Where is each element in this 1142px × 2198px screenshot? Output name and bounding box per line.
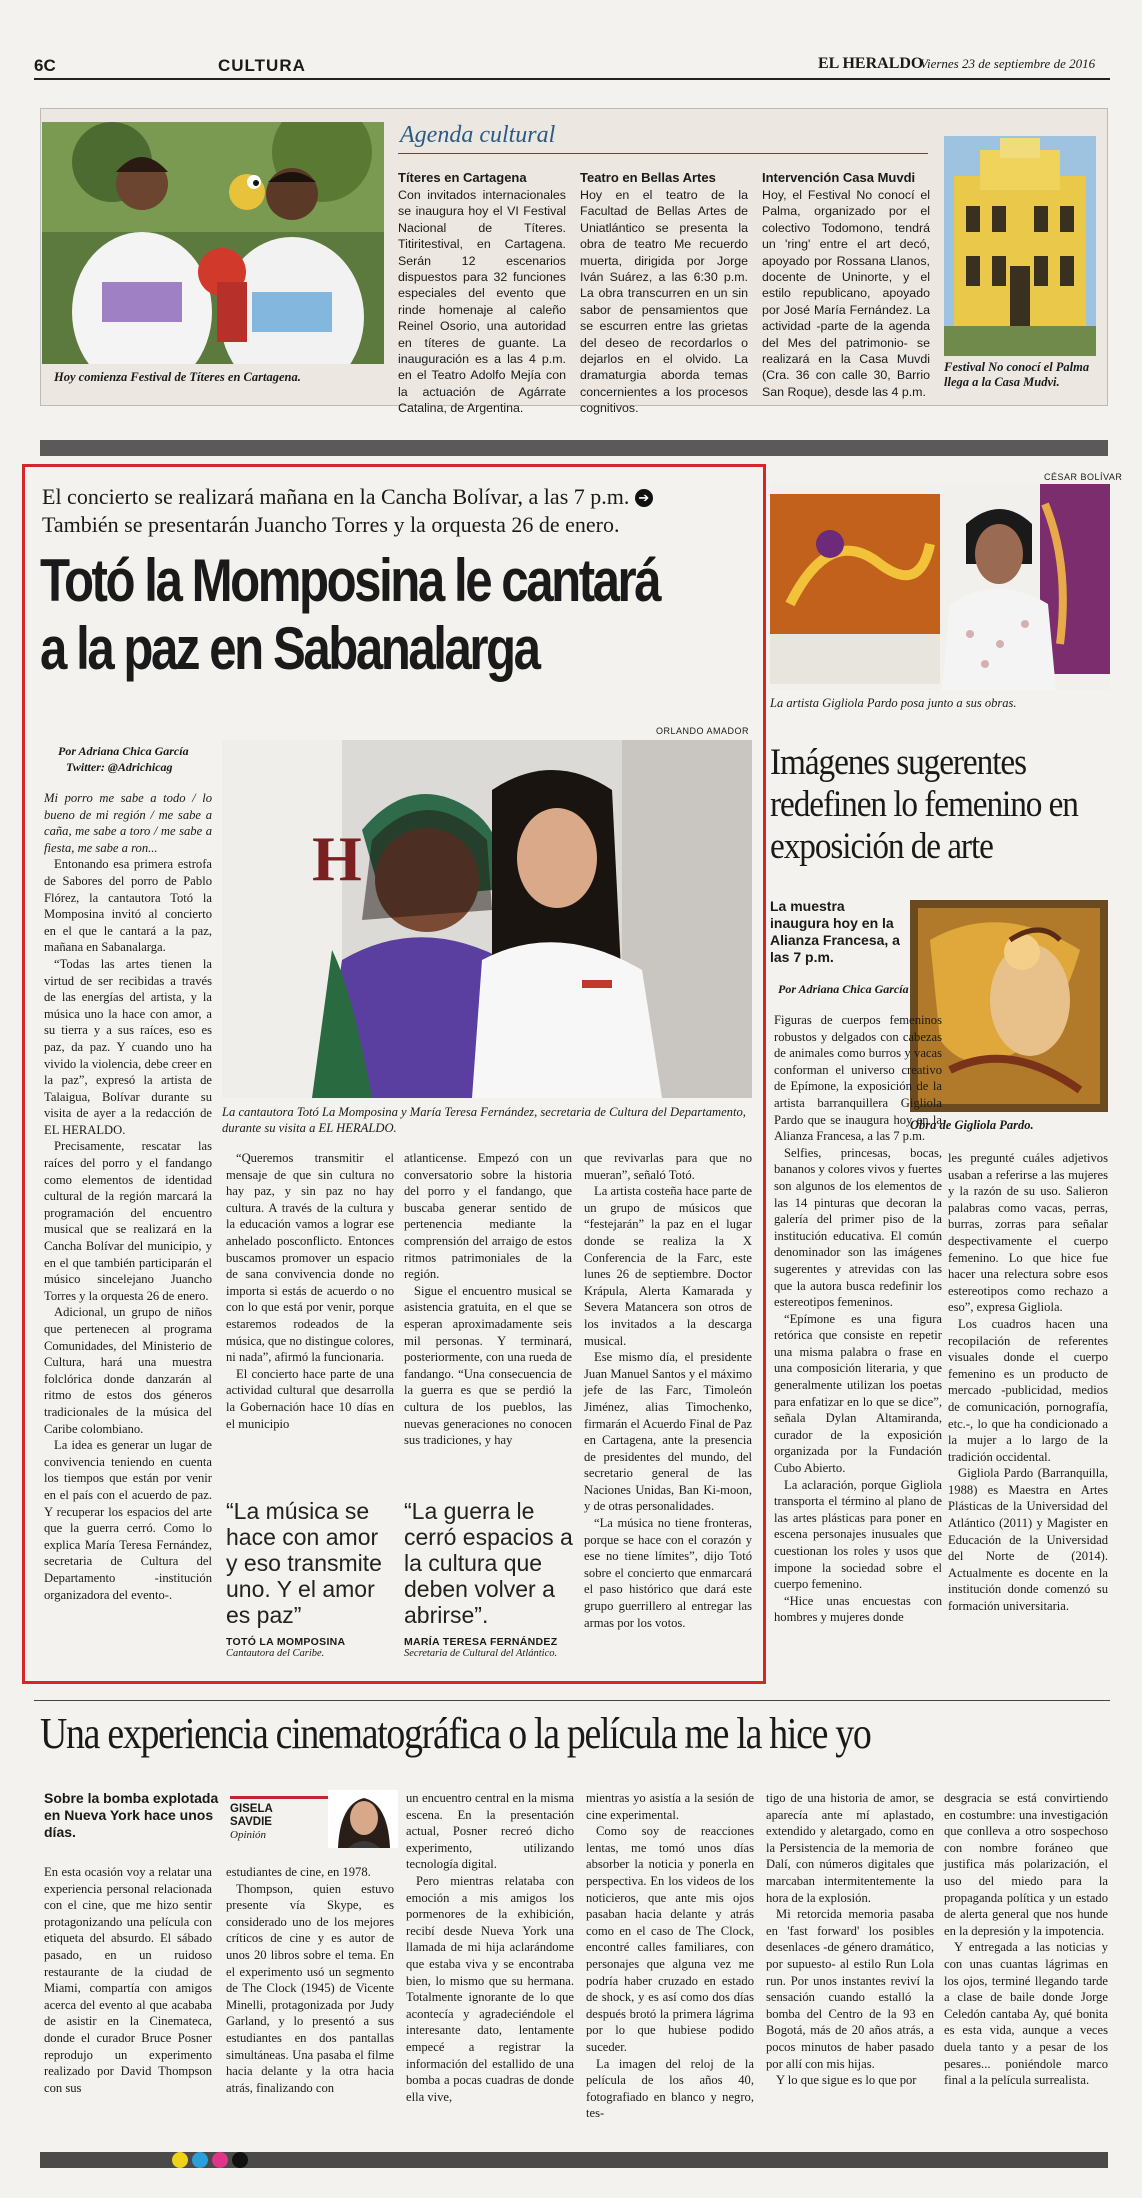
agenda-col-3 bbox=[762, 170, 930, 400]
opinion-paragraph: La imagen del reloj de la película de los años 40, fotografiado en blanco y negro, tes- bbox=[586, 2056, 754, 2121]
toto-paragraph: atlanticense. Empezó con un conversatorio sobre la historia del porro y el fandango, que buscaba generar sentido de pertenencia mediante la comprensión del arraigo de estos ritmos patrimoniales de la región. bbox=[404, 1151, 572, 1282]
exhibit-photo-credit: CÉSAR BOLÍVAR bbox=[1044, 472, 1123, 482]
toto-col-3 bbox=[404, 1150, 572, 1449]
agenda-col-2 bbox=[580, 170, 748, 417]
opinion-headline: Una experiencia cinematográfica o la película me la hice yo bbox=[40, 1709, 871, 1758]
opinion-col-3 bbox=[406, 1790, 574, 2105]
exhibit-paragraph: La aclaración, porque Gigliola transporta el término al plano de las artes plásticas para poner en escena personajes inusuales que cuestionan los roles y usos que impone la sociedad sobre el cuerpo femenino. bbox=[774, 1477, 942, 1592]
toto-lead-verse: Mi porro me sabe a todo / lo bueno de mi región / me sabe a caña, me sabe a toro / me sabe a fiesta, me sabe a ron... bbox=[44, 791, 212, 855]
exhibit-paragraph: Gigliola Pardo (Barranquilla, 1988) es Maestra en Artes Plásticas de la Universidad del Atlántico (2011) y Magister en Educación de la Universidad del Norte de (2014). Actualmente es docente en la institución donde comenzó su formación universitaria. bbox=[948, 1466, 1108, 1614]
pull-quote-2-name: MARÍA TERESA FERNÁNDEZ bbox=[404, 1636, 558, 1648]
pull-quote-1-role: Cantautora del Caribe. bbox=[226, 1648, 325, 1659]
toto-headline-1: Totó la Momposina le cantará bbox=[40, 547, 660, 614]
opinion-paragraph: Thompson, quien estuvo presente vía Skype, es considerado uno de los mejores críticos de cine y es autor de unos 20 libros sobre el tema. En el experimento usó un segmento de The Clock (1945) de Vicente Minelli, protagonizada por Judy Garland, y lo presentó a sus estudiantes en dos pantallas simultáneas. Una pasaba el filme hacia delante y la otra hacia atrás, finalizando con bbox=[226, 1881, 394, 2095]
toto-paragraph: “Todas las artes tienen la virtud de ser recibidas a través de las energías del artista, y la música uno la hace con amor, a su tierra y a sus raíces, eso es paz, da paz. Y cuando uno ha vivido la violencia, debe creer en la paz”, expresó la artista de Talaigua, Bolívar durante su visita de ayer a la redacción de EL HERALDO. bbox=[44, 956, 212, 1137]
casa-muvdi-photo bbox=[944, 136, 1096, 356]
pull-quote-1 bbox=[226, 1498, 396, 1659]
divider-band-top bbox=[40, 440, 1108, 456]
exhibit-paragraph: Los cuadros hacen una recopilación de referentes visuales donde el cuerpo femenino es un producto de mercado -publicidad, medios de comunicación, pornografía, etc.-, lo que ha condicionado a la mujer a lo largo de la tradición occidental. bbox=[948, 1316, 1108, 1464]
author-name: GISELA SAVDIE bbox=[230, 1803, 273, 1828]
opinion-paragraph: tigo de una historia de amor, se aparecía ante mí aplastado, extendido y aletargado, como en la Persistencia de la memoria de Dalí, con números digitales que marcaban intermitentemente la hora de la explosión. bbox=[766, 1791, 934, 1905]
opinion-paragraph: un encuentro central en la misma escena. En la presentación actual, Posner recreó dicho experimento, utilizando tecnología digital. bbox=[406, 1791, 574, 1872]
agenda-col-1-head: Títeres en Cartagena bbox=[398, 170, 527, 185]
exhibit-col-1 bbox=[774, 1012, 942, 1626]
opinion-col-6 bbox=[944, 1790, 1108, 2089]
pull-quote-2-role: Secretaria de Cultural del Atlántico. bbox=[404, 1648, 558, 1659]
opinion-paragraph: Como soy de reacciones lentas, me tomó unos días absorber la noticia y ponerla en perspectiva. En los videos de los noticieros, que ante mis ojos pasaban hacia delante y atrás como en el caso de The Clock, encontré calles familiares, con personajes que alguna vez me podría haber cruzado en estado de shock, y es así como dos días después brotó la primera lágrima por lo que hubiese podido suceder. bbox=[586, 1824, 754, 2054]
toto-col-1 bbox=[44, 790, 212, 1603]
author-avatar bbox=[328, 1790, 398, 1848]
opinion-paragraph: Mi retorcida memoria pasaba en 'fast forward' los posibles desenlaces -de género dramático, por supuesto- al estilo Run Lola run. Por unos instantes reviví la sensación cuando estalló la bomba del Centro de la 93 en Bogotá, más de 20 años atrás, a pocos minutos de haber pasado por allí con mis hijas. bbox=[766, 1907, 934, 2071]
section-label: CULTURA bbox=[218, 56, 306, 75]
issue-date: Viernes 23 de septiembre de 2016 bbox=[920, 56, 1096, 71]
toto-twitter: Twitter: @Adrichicag bbox=[66, 760, 173, 774]
exhibit-byline: Por Adriana Chica García bbox=[778, 982, 909, 996]
toto-paragraph: Precisamente, rescatar las raíces del porro y el fandango como elementos de identidad cultural de la región marcará la programación del encuentro musical que se realizará en la Cancha Bolívar del municipio, y en el que también participarán el músico sincelejano Juancho Torres y la orquesta 26 de enero. bbox=[44, 1139, 212, 1303]
pull-quote-1-text: “La música se hace con amor y eso transmite uno. Y el amor es paz” bbox=[226, 1498, 382, 1628]
opinion-paragraph: Y entregada a las noticias y con unas cuantas lágrimas en los ojos, terminé llegando tarde a clase de baile donde Jorge Celedón cantaba Ay, qué bonita es esta vida, aunque a veces duela tanto y a pesar de los pesares... poniéndole marco final a la película surrealista. bbox=[944, 1940, 1108, 2088]
exhibit-paragraph: “Hice unas encuestas con hombres y mujeres donde bbox=[774, 1593, 942, 1625]
toto-paragraph: Entonando esa primera estrofa de Sabores del porro de Pablo Flórez, la cantautora Totó la Momposina invitó al concierto en el que le cantará a la paz, mañana en Sabanalarga. bbox=[44, 857, 212, 955]
toto-paragraph: La idea es generar un lugar de convivencia teniendo en cuenta los tiempos que están por venir en el país con el acuerdo de paz. Y recuperar los espacios del arte que la guerra cerró. Como lo explica María Teresa Fernández, secretaria de Cultura del Departamento -institución organizadora del evento-. bbox=[44, 1438, 212, 1602]
toto-photo-credit: ORLANDO AMADOR bbox=[656, 726, 750, 736]
exhibit-paragraph: Selfies, princesas, bocas, bananos y colores vivos y fuertes son algunos de los elementos de las 14 pinturas que decoran la galería del primer piso de la institución educativa. El común denominador son las imágenes sugerentes y atrevidas con las que la autora busca redefinir los estereotipos femeninos. bbox=[774, 1145, 942, 1310]
exhibit-kicker: La muestra inaugura hoy en la Alianza Francesa, a las 7 p.m. bbox=[770, 898, 900, 965]
toto-byline: Por Adriana Chica García bbox=[58, 744, 189, 758]
toto-paragraph: “La música no tiene fronteras, porque se hace con el corazón y ese no tiene límites”, dijo Totó sobre el concierto que enmarcará el paso histórico que dará este grupo guerrillero al entregar las armas por los votos. bbox=[584, 1516, 752, 1630]
toto-paragraph: El concierto hace parte de una actividad cultural que desarrolla la Gobernación hace 10 días en el municipio bbox=[226, 1366, 394, 1431]
artwork-caption: Obra de Gigliola Pardo. bbox=[910, 1118, 1034, 1132]
toto-photo-caption: La cantautora Totó La Momposina y María Teresa Fernández, secretaria de Cultura del Departamento, durante su visita a EL HERALDO. bbox=[222, 1105, 746, 1135]
puppet-festival-photo bbox=[42, 122, 384, 364]
author-box bbox=[230, 1790, 400, 1848]
puppet-photo-caption: Hoy comienza Festival de Títeres en Cartagena. bbox=[54, 370, 301, 384]
agenda-col-2-body: Hoy en el teatro de la Facultad de Bellas Artes de Uniatlántico se presenta la obra de teatro Me recuerdo muerta, dirigida por Jorge Iván Suárez, a las 6:30 p.m. La obra transcurren en un sin sabor de pensamientos que se escurren entre las grietas del deseo de recordarlos o dejarlos en el olvido. La dramaturgia aborda temas concernientes a los procesos cognitivos. bbox=[580, 188, 748, 416]
pull-quote-1-name: TOTÓ LA MOMPOSINA bbox=[226, 1636, 346, 1648]
author-role: Opinión bbox=[230, 1829, 267, 1841]
svg-text:H: H bbox=[312, 823, 362, 894]
opinion-top-rule bbox=[34, 1700, 1110, 1701]
agenda-col-2-head: Teatro en Bellas Artes bbox=[580, 170, 716, 185]
agenda-col-3-body: Hoy, el Festival No conocí el Palma, organizado por el colectivo Todomono, tendrá un 'ring' entre el art decó, apoyado por Rossana Llanos, docente de Uninorte, y el estilo republicano, apoyado por José María Fernández. La actividad -parte de la agenda del Mes del patrimonio- se realizará en la Casa Muvdi (Cra. 36 con calle 30, Barrio San Roque), desde las 4 p.m. bbox=[762, 188, 930, 399]
toto-photo bbox=[222, 740, 752, 1098]
paper-name: EL HERALDO bbox=[818, 55, 924, 72]
agenda-col-1-body: Con invitados internacionales se inaugura hoy el VI Festival Nacional de Títeres. Titiritestival, en Cartagena. Serán 12 escenarios dispuestos para 32 funciones especiales del evento que rinde homenaje al caleño Reinel Osorio, una autoridad en títeres de guante. La inauguración es a las 4 p.m. en el Teatro Adolfo Mejía con la actuación de Agárrate Catalina, de Argentina. bbox=[398, 188, 566, 416]
exhibit-headline: Imágenes sugerentes redefinen lo femenino en exposición de arte bbox=[770, 742, 1078, 867]
toto-paragraph: Adicional, un grupo de niños que pertenecen al programa Comunidades, del Ministerio de Cultura, hará una muestra folclórica donde danzarán al ritmo de estos dos géneros tradicionales de la música del Caribe colombiano. bbox=[44, 1305, 212, 1436]
opinion-col-4 bbox=[586, 1790, 754, 2122]
author-name-tab bbox=[230, 1796, 330, 1841]
gigliola-photo bbox=[770, 484, 1110, 690]
toto-paragraph: La artista costeña hace parte de un grupo de músicos que “festejarán” la paz en el lugar donde se realiza la X Conferencia de la Farc, este lunes 26 de septiembre. Doctor Krápula, Alerta Kamarada y Severa Matancera son otros de los invitados a la descarga musical. bbox=[584, 1184, 752, 1348]
toto-paragraph: que revivarlas para que no mueran”, señaló Totó. bbox=[584, 1151, 752, 1182]
gigliola-photo-caption: La artista Gigliola Pardo posa junto a sus obras. bbox=[770, 696, 1017, 710]
opinion-paragraph: mientras yo asistía a la sesión de cine experimental. bbox=[586, 1791, 754, 1822]
toto-kicker-1-text: El concierto se realizará mañana en la Cancha Bolívar, a las 7 p.m. bbox=[42, 484, 630, 509]
agenda-col-3-head: Intervención Casa Muvdi bbox=[762, 170, 916, 185]
toto-paragraph: Ese mismo día, el presidente Juan Manuel Santos y el máximo jefe de las Farc, Timoleón Jiménez, alias Timochenko, firmarán el Acuerdo Final de Paz en Cartagena, ante la presencia de presidentes del mundo, del secretario general de las Naciones Unidas, Ban Ki-moon, y de otras personalidades. bbox=[584, 1350, 752, 1514]
opinion-paragraph: desgracia se está convirtiendo en costumbre: una investigación que conlleva a otro sospechoso con nombre foráneo que justifica más polarización, el uso del miedo para la propaganda política y un estado de alerta general que nos hunde en la depresión y la impotencia. bbox=[944, 1791, 1108, 1938]
agenda-title: Agenda cultural bbox=[400, 122, 556, 148]
pull-quote-2-text: “La guerra le cerró espacios a la cultura que deben volver a abrirse”. bbox=[404, 1498, 573, 1628]
exhibit-paragraph: “Epímone es una figura retórica que consiste en repetir una misma palabra o frase en una composición literaria, y que generalmente utilizan los poetas para enfatizar en lo que se dice”, señala Dylan Altamiranda, curador de la exposición organizada por la Fundación Cubo Abierto. bbox=[774, 1311, 942, 1476]
casa-muvdi-caption: Festival No conocí el Palma llega a la Casa Mudvi. bbox=[944, 360, 1090, 389]
toto-col-4 bbox=[584, 1150, 752, 1631]
toto-kicker-2: También se presentarán Juancho Torres y la orquesta 26 de enero. bbox=[42, 512, 620, 537]
page-number: 6C bbox=[34, 56, 56, 75]
toto-headline-2: a la paz en Sabanalarga bbox=[40, 615, 539, 682]
exhibit-paragraph: Figuras de cuerpos femeninos robustos y delgados con cabezas de animales como burros y vacas conforman el universo creativo de Epímone, la exposición de la artista barranquillera Gigliola Pardo que se inaugura hoy en la Alianza Francesa, a las 7 p.m. bbox=[774, 1013, 942, 1144]
registration-marks bbox=[170, 2149, 250, 2171]
opinion-paragraph: Y lo que sigue es lo que por bbox=[776, 2073, 917, 2088]
toto-paragraph: Sigue el encuentro musical se asistencia gratuita, en el que se esperan aproximadamente seis mil personas. Y terminará, posteriormente, con una rueda de fandango. “Una consecuencia de la guerra es que se perdió la cultura de los pueblos, las nuevas generaciones no conocen sus tradiciones, y hay bbox=[404, 1283, 572, 1448]
arrow-circle-icon: ➔ bbox=[635, 489, 653, 507]
toto-col-2 bbox=[226, 1150, 394, 1432]
exhibit-col-2 bbox=[948, 1150, 1108, 1615]
opinion-paragraph: En esta ocasión voy a relatar una experiencia personal relacionada con el cine, que me hizo sentir protagonizando una película con etiqueta del absurdo. El sábado pasado, en un ruidoso restaurante de la ciudad de Miami, compartía con amigos acerca del evento al que acababa de asistir en la Cinemateca, donde el curador Bruce Posner reprodujo un experimento realizado por David Thompson con sus bbox=[44, 1865, 212, 2095]
toto-kicker-1 bbox=[42, 484, 653, 510]
toto-paragraph: “Queremos transmitir el mensaje de que sin cultura no hay paz, y sin paz no hay cultura. A través de la cultura y la educación vamos a lograr ese anhelado posconflicto. Entonces buscamos promover un espacio de sana convivencia donde no importa si estás de acuerdo o no con lo que está por venir, porque estaremos rodeados de la música, que no distingue colores, ni nada”, afirmó la funcionaria. bbox=[226, 1151, 394, 1365]
opinion-paragraph: estudiantes de cine, en 1978. bbox=[226, 1865, 371, 1879]
opinion-col-2 bbox=[226, 1864, 394, 2096]
opinion-col-1 bbox=[44, 1864, 212, 2096]
opinion-paragraph: Pero mientras relataba con emoción a mis amigos los pormenores de la exhibición, recibí desde Nueva York una llamada de mi hija aclarándome que estaba viva y se encontraba bien, lo mismo que su hermana. Totalmente ignorante de lo que acontecía y agradeciéndole el interesante dato, lentamente empecé a registrar la información del estallido de una bomba a pocas cuadras de donde ella vive, bbox=[406, 1873, 574, 2104]
opinion-col-5 bbox=[766, 1790, 934, 2089]
exhibit-paragraph: les pregunté cuáles adjetivos usaban a referirse a las mujeres y la razón de su uso. Salieron palabras como vacas, perras, burras, zorras para señalar despectivamente el cuerpo femenino. Lo que hice fue hacer una relectura sobre esos estereotipos como rechazo a eso”, expresa Gigliola. bbox=[948, 1151, 1108, 1315]
pull-quote-2 bbox=[404, 1498, 574, 1659]
header-rule bbox=[34, 78, 1110, 80]
agenda-title-rule bbox=[398, 153, 928, 154]
agenda-col-1 bbox=[398, 170, 566, 417]
opinion-kicker: Sobre la bomba explotada en Nueva York hace unos días. bbox=[44, 1790, 219, 1840]
